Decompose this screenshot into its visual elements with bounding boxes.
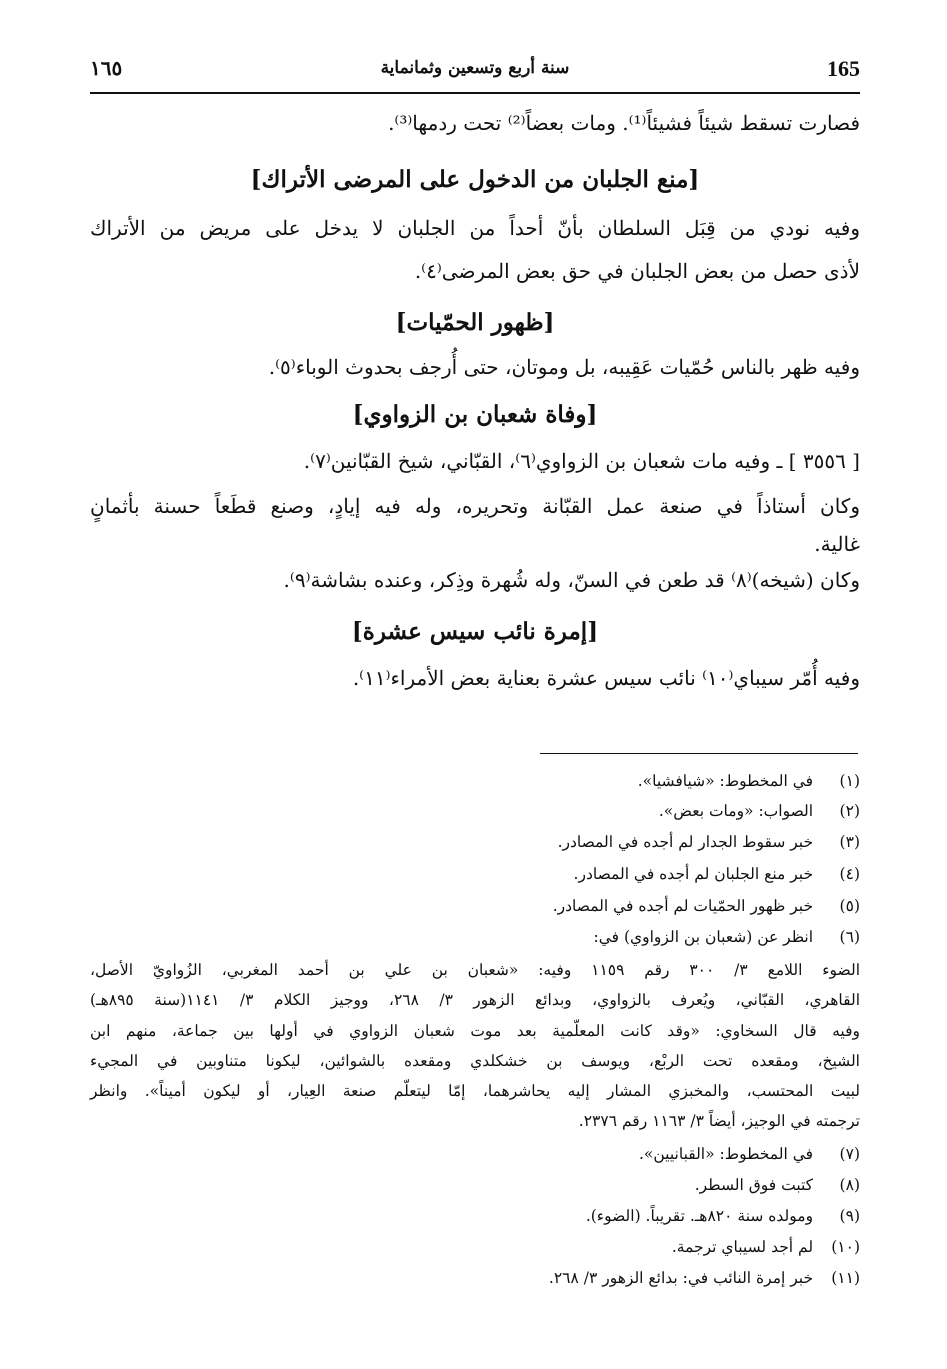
footnote-text: ومولده سنة ٨٢٠هـ. تقريباً. (الضوء). (585, 1207, 814, 1225)
paragraph-line: فصارت تسقط شيئاً فشيئاً⁽¹⁾. ومات بعضاً⁽²⁾ تحت ردمها⁽³⁾. (388, 111, 860, 135)
footnote-number: (٧) (839, 1145, 860, 1163)
footnote-text: خبر ظهور الحمّيات لم أجده في المصادر. (552, 897, 814, 915)
footnote-continuation: الشيخ، ومقعده تحت الربْع، ويوسف بن خشكلدي ومقعده بالشوائين، ليكونا متناوبين في المجيء (90, 1052, 860, 1070)
section-heading: [ظهور الحمّيات] (395, 309, 555, 336)
footnote-continuation: وفيه قال السخاوي: «وقد كانت المعلّمية بعد موت شعبان الزواوي في أولها بين جماعة، منهم ابن (90, 1022, 860, 1040)
paragraph-line: [ ٣٥٥٦ ] ـ وفيه مات شعبان بن الزواوي⁽٦⁾، القبّاني، شيخ القبّانين⁽٧⁾. (303, 449, 860, 473)
footnote-text: في المخطوط: «القبانيين». (638, 1145, 814, 1163)
footnote (90, 893, 860, 919)
footnote-number: (١٠) (831, 1238, 860, 1256)
footnote (90, 768, 860, 794)
footnote-number: (٤) (839, 865, 860, 883)
footnote (90, 1141, 860, 1167)
footnote (90, 861, 860, 887)
footnote-separator (540, 753, 858, 754)
footnote-text: خبر إمرة النائب في: بدائع الزهور ٣/ ٢٦٨. (548, 1269, 814, 1287)
footnote-continuation: الضوء اللامع ٣/ ٣٠٠ رقم ١١٥٩ وفيه: «شعبان بن علي بن أحمد المغربي، الزُواويّ الأصل، (90, 961, 860, 979)
footnote-continuation: لبيت المحتسب، والمخبزي المشار إليه يحاشرهما، إمّا ليتعلّم صنعة العِيار، أو ليكون أميناً». وانظر (90, 1082, 860, 1100)
section-heading: [وفاة شعبان بن الزواوي] (352, 401, 598, 428)
footnote-number: (٣) (839, 833, 860, 851)
footnote-number: (٨) (839, 1176, 860, 1194)
footnote-text: في المخطوط: «شيافشيا». (637, 772, 814, 790)
footnote (90, 798, 860, 824)
footnote-text: انظر عن (شعبان بن الزواوي) في: (593, 928, 814, 946)
footnote (90, 1172, 860, 1198)
running-title: سنة أربع وتسعين وثمانماية (380, 58, 570, 78)
paragraph-line: وكان (شيخه)⁽٨⁾ قد طعن في السنّ، وله شُهرة وذِكر، وعنده بشاشة⁽٩⁾. (283, 568, 860, 592)
header-rule (90, 92, 860, 94)
footnote-number: (٢) (839, 802, 860, 820)
footnote-number: (١١) (831, 1269, 860, 1287)
paragraph-line: وفيه نودي من قِبَل السلطان بأنّ أحداً من الجلبان لا يدخل على مريض من الأتراك (90, 216, 860, 240)
footnote-number: (٩) (839, 1207, 860, 1225)
footnote (90, 1265, 860, 1291)
footnote-text: خبر منع الجلبان لم أجده في المصادر. (573, 865, 814, 883)
footnote (90, 1203, 860, 1229)
footnote-text: لم أجد لسيباي ترجمة. (671, 1238, 814, 1256)
paragraph-line (60, 529, 860, 559)
footnote-number: (٦) (839, 928, 860, 946)
page-number-arabic: ١٦٥ (90, 56, 123, 80)
running-header (90, 54, 860, 90)
footnote-text: خبر سقوط الجدار لم أجده في المصادر. (557, 833, 814, 851)
footnote-number: (١) (839, 772, 860, 790)
paragraph-line: وفيه أُمّر سيباي⁽١٠⁾ نائب سيس عشرة بعناية بعض الأمراء⁽١١⁾. (352, 666, 860, 690)
footnote-continuation: القاهري، القبّاني، ويُعرف بالزواوي، وبدائع الزهور ٣/ ٢٦٨، ووجيز الكلام ٣/ ١١٤١(سنة ٨٩٥هـ) (90, 991, 860, 1009)
footnote-number: (٥) (839, 897, 860, 915)
footnote (90, 924, 860, 950)
footnote-text: الصواب: «ومات بعض». (658, 802, 814, 820)
paragraph-line-text: غالية. (814, 532, 860, 556)
paragraph-line: وفيه ظهر بالناس حُمّيات عَقِيبه، بل وموتان، حتى أُرجف بحدوث الوباء⁽٥⁾. (268, 355, 860, 379)
paragraph-line: لأذى حصل من بعض الجلبان في حق بعض المرضى⁽٤⁾. (414, 259, 860, 283)
section-heading: [إمرة نائب سيس عشرة] (351, 618, 599, 645)
footnote-text: كتبت فوق السطر. (694, 1176, 814, 1194)
paragraph-line: وكان أستاذاً في صنعة عمل القبّانة وتحريره، وله فيه إيادٍ، وصنع قطَعاً حسنة بأثمانٍ (90, 494, 860, 518)
footnote (90, 1234, 860, 1260)
section-heading: [منع الجلبان من الدخول على المرضى الأتراك] (250, 166, 700, 193)
footnote-continuation: ترجمته في الوجيز، أيضاً ٣/ ١١٦٣ رقم ٢٣٧٦. (578, 1112, 860, 1130)
page-number-latin: 165 (827, 56, 860, 81)
footnote (90, 829, 860, 855)
